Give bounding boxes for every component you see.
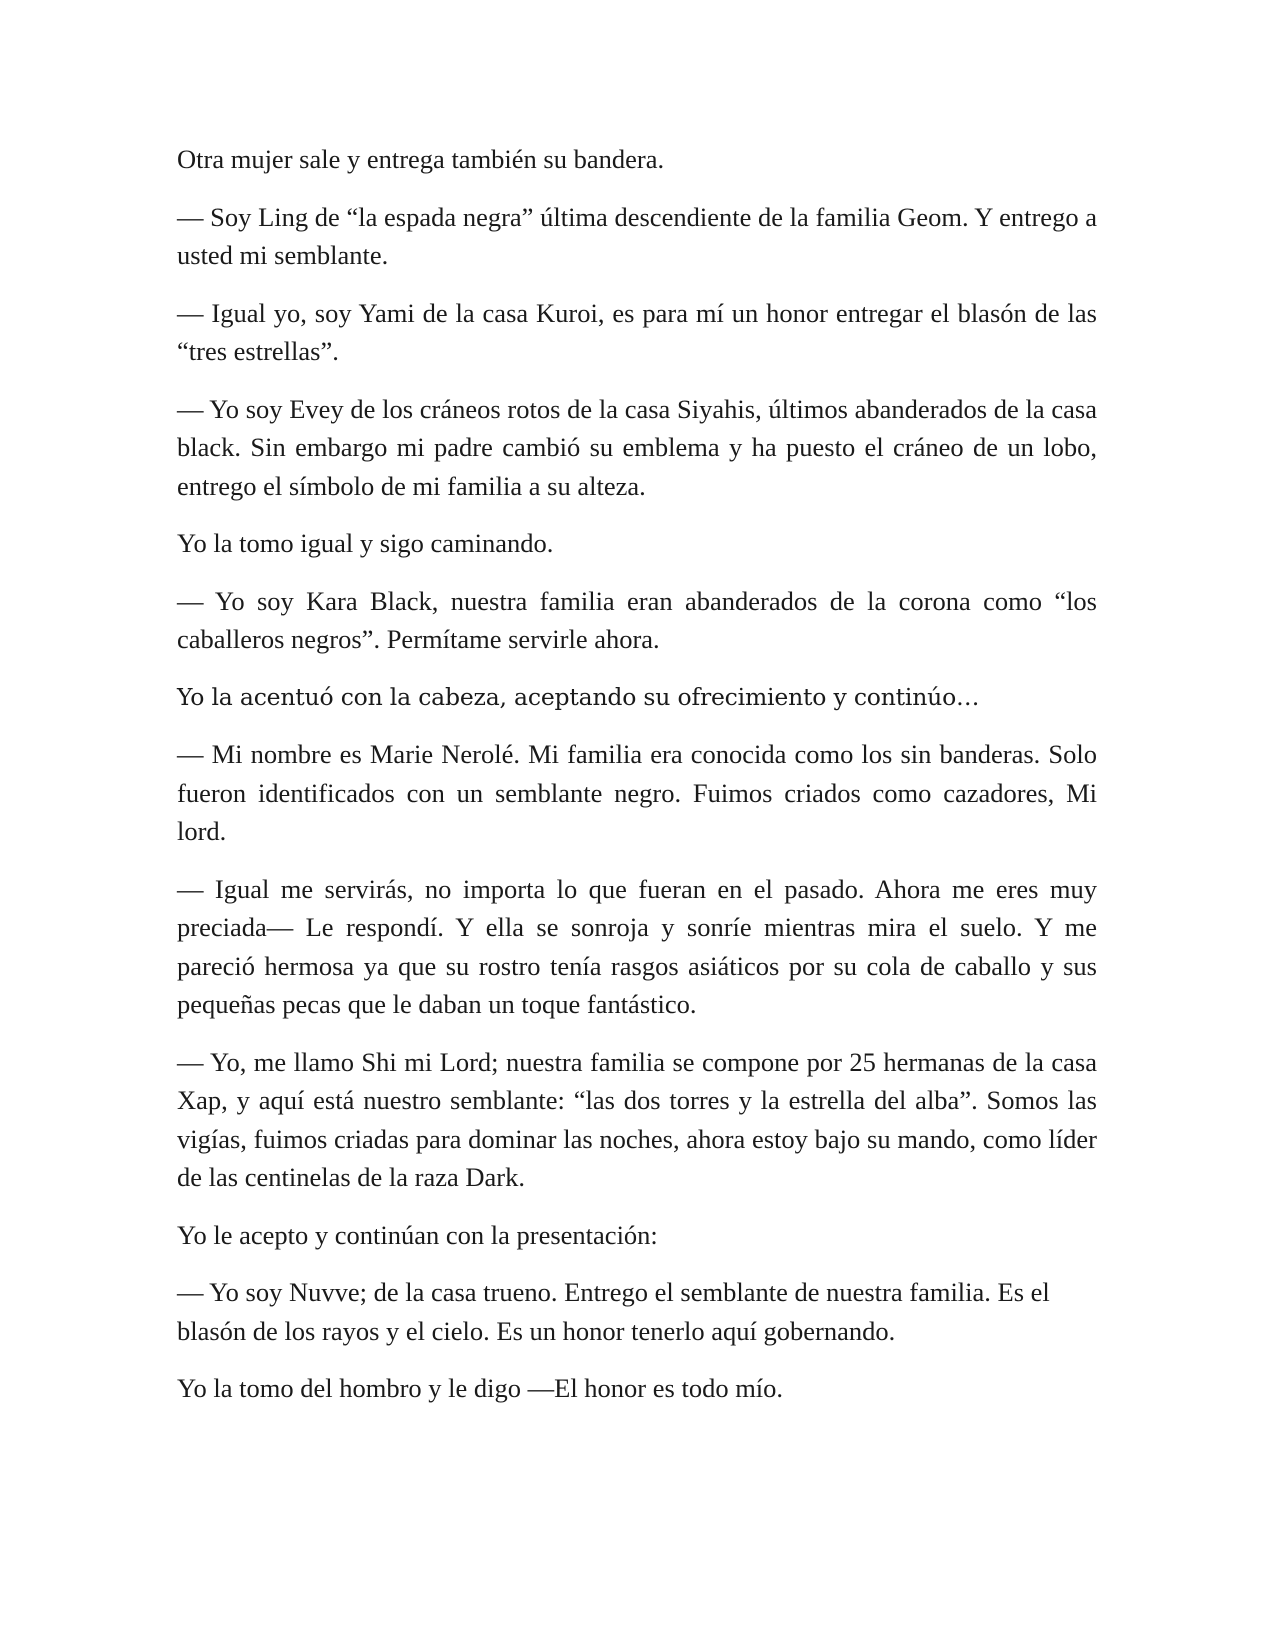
- paragraph: — Yo soy Evey de los cráneos rotos de la casa Siyahis, últimos abanderados de la casa black. Sin embargo mi padre cambió su emblema y ha puesto el cráneo de un lobo, entrego el símbolo de mi familia a su alteza.: [177, 393, 1097, 501]
- paragraph: — Soy Ling de “la espada negra” última descendiente de la familia Geom. Y entrego a usted mi semblante.: [177, 201, 1097, 270]
- paragraph: — Igual yo, soy Yami de la casa Kuroi, es para mí un honor entregar el blasón de las “tres estrellas”.: [177, 297, 1097, 366]
- document-page: [177, 140, 1097, 1427]
- paragraph: Yo la tomo igual y sigo caminando.: [177, 528, 554, 558]
- paragraph: — Yo, me llamo Shi mi Lord; nuestra familia se compone por 25 hermanas de la casa Xap, y aquí está nuestro semblante: “las dos torres y la estrella del alba”. Somos las vigías, fuimos criadas para dominar las noches, ahora estoy bajo su mando, como líder de las centinelas de la raza Dark.: [177, 1046, 1097, 1192]
- paragraph: Yo la acentuó con la cabeza, aceptando su ofrecimiento y continúo…: [177, 682, 980, 711]
- paragraph: Otra mujer sale y entrega también su bandera.: [177, 144, 665, 174]
- paragraph: — Yo soy Kara Black, nuestra familia eran abanderados de la corona como “los caballeros negros”. Permítame servirle ahora.: [177, 585, 1097, 654]
- paragraph: — Igual me servirás, no importa lo que fueran en el pasado. Ahora me eres muy preciada— Le respondí. Y ella se sonroja y sonríe mientras mira el suelo. Y me pareció hermosa ya que su rostro tenía rasgos asiáticos por su cola de caballo y sus pequeñas pecas que le daban un toque fantástico.: [177, 873, 1097, 1019]
- paragraph: Yo le acepto y continúan con la presentación:: [177, 1219, 658, 1250]
- paragraph: — Yo soy Nuvve; de la casa trueno. Entrego el semblante de nuestra familia. Es el blasón de los rayos y el cielo. Es un honor tenerlo aquí gobernando.: [177, 1277, 1050, 1346]
- paragraph: Yo la tomo del hombro y le digo —El honor es todo mío.: [177, 1373, 784, 1403]
- paragraph: — Mi nombre es Marie Nerolé. Mi familia era conocida como los sin banderas. Solo fueron identificados con un semblante negro. Fuimos criados como cazadores, Mi lord.: [177, 739, 1097, 846]
